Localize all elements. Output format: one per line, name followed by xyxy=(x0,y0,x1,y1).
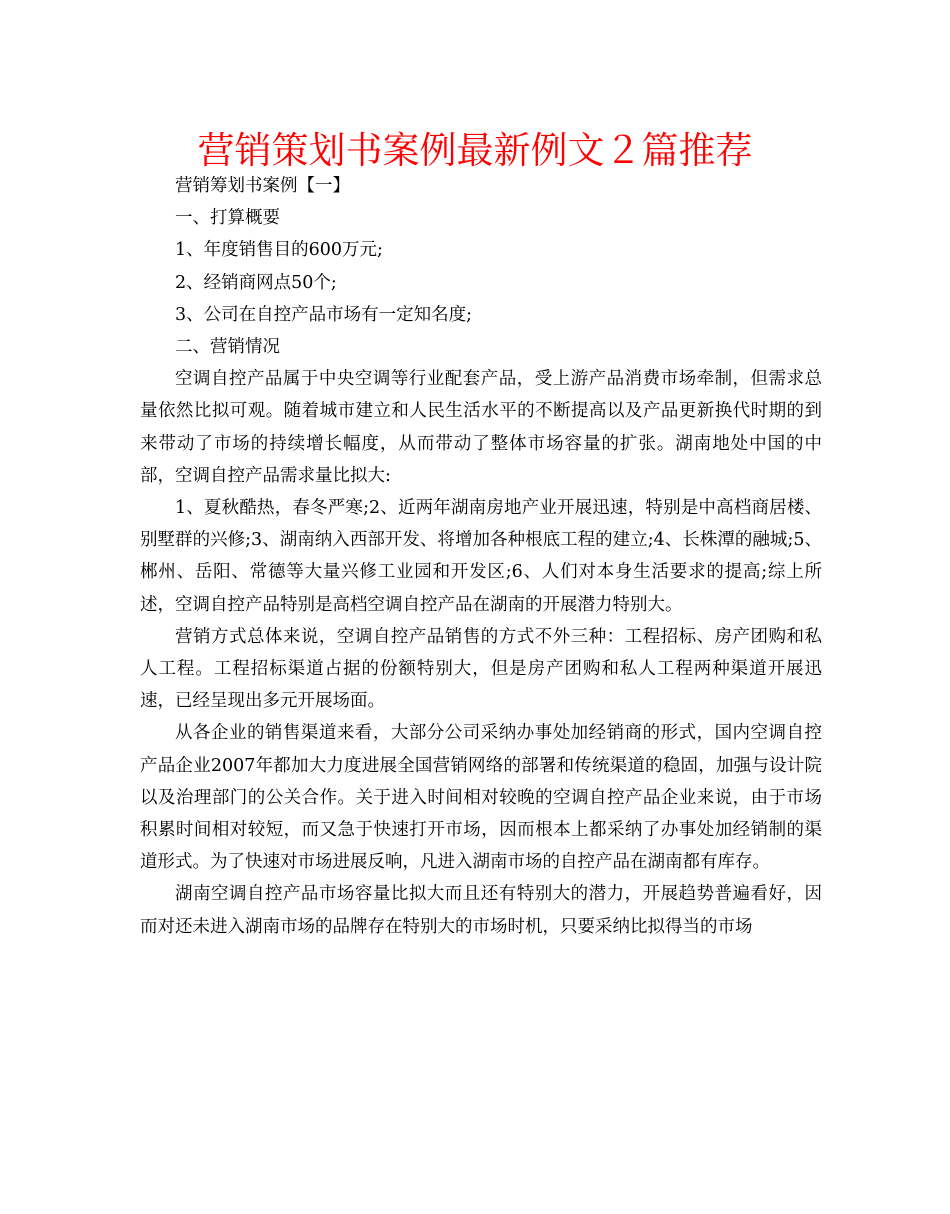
paragraph-goal-dealers: 2、经销商网点50个; xyxy=(175,272,337,293)
paragraph-marketing-situation-heading: 二、营销情况 xyxy=(175,337,280,358)
paragraph-sales-methods: 营销方式总体来说，空调自控产品销售的方式不外三种：工程招标、房产团购和私人工程。工程招标渠道占据的份额特别大，但是房产团购和私人工程两种渠道开展迅速，已经呈现出多元开展场面。 xyxy=(140,626,822,712)
paragraph-demand-factors: 1、夏秋酷热，春冬严寒;2、近两年湖南房地产业开展迅速，特别是中高档商居楼、别墅群的兴修;3、湖南纳入西部开发、将增加各种根底工程的建立;4、长株潭的融城;5、郴州、岳阳、常德等大量兴修工业园和开发区;6、人们对本身生活要求的提高;综上所述，空调自控产品特别是高档空调自控产品在湖南的开展潜力特别大。 xyxy=(140,498,822,615)
paragraph-market-potential: 湖南空调自控产品市场容量比拟大而且还有特别大的潜力，开展趋势普遍看好，因而对还未进入湖南市场的品牌存在特别大的市场时机，只要采纳比拟得当的市场 xyxy=(140,884,822,937)
paragraph-goal-sales: 1、年度销售目的600万元; xyxy=(175,240,383,261)
paragraph-plan-overview-heading: 一、打算概要 xyxy=(175,208,280,229)
paragraph-section-heading: 营销筹划书案例【一】 xyxy=(175,176,350,196)
paragraph-market-demand: 空调自控产品属于中央空调等行业配套产品，受上游产品消费市场牵制，但需求总量依然比拟可观。随着城市建立和人民生活水平的不断提高以及产品更新换代时期的到来带动了市场的持续增长幅度，从而带动了整体市场容量的扩张。湖南地处中国的中部，空调自控产品需求量比拟大: xyxy=(140,369,822,486)
paragraph-goal-awareness: 3、公司在自控产品市场有一定知名度; xyxy=(175,304,473,325)
document-body xyxy=(140,170,822,943)
paragraph-sales-channels: 从各企业的销售渠道来看，大部分公司采纳办事处加经销商的形式，国内空调自控产品企业2007年都加大力度进展全国营销网络的部署和传统渠道的稳固，加强与设计院以及治理部门的公关合作。关于进入时间相对较晚的空调自控产品企业来说，由于市场积累时间相对较短，而又急于快速打开市场，因而根本上都采纳了办事处加经销制的渠道形式。为了快速对市场进展反响，凡进入湖南市场的自控产品在湖南都有库存。 xyxy=(140,723,822,873)
document-title: 营销策划书案例最新例文２篇推荐 xyxy=(197,129,753,172)
